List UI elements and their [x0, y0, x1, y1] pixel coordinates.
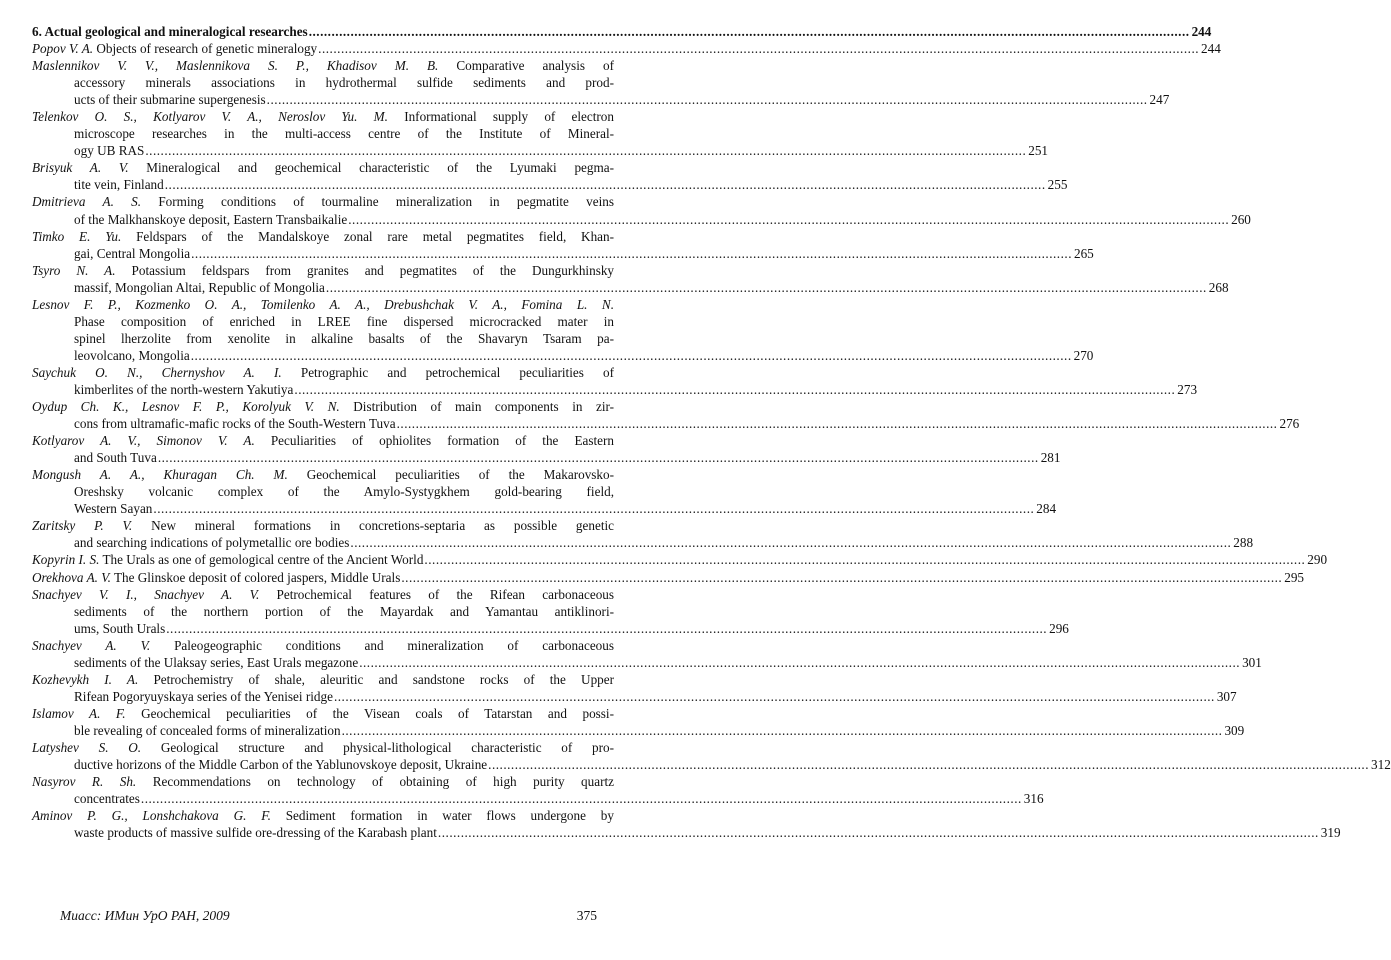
toc-entry-title-part: Comparative analysis of: [456, 58, 614, 74]
toc-entry-text: [74, 756, 487, 773]
toc-entry-line: [32, 688, 1237, 705]
toc-entry-page-number: 295: [1284, 569, 1304, 585]
toc-entry-line: [32, 176, 1068, 193]
toc-entry-authors: Telenkov O. S., Kotlyarov V. A., Neroslov Yu. M.: [32, 109, 388, 125]
toc-entry-text: [32, 296, 614, 313]
toc-entry-text: [32, 398, 614, 415]
section-title: 6. Actual geological and mineralogical researches: [32, 24, 308, 39]
toc-entry-text: [32, 432, 614, 449]
toc-entry-title-part: Oreshsky volcanic complex of the Amylo-Systygkhem gold-bearing field,: [74, 484, 614, 500]
toc-entry-authors: Kotlyarov A. V., Simonov V. A.: [32, 433, 255, 449]
toc-entry-text: [32, 40, 317, 57]
dot-leader: [191, 245, 1072, 262]
dot-leader: [191, 347, 1072, 364]
toc-entry-line: [32, 211, 1251, 228]
toc-entry-text: [32, 108, 614, 125]
toc-entry-text: [74, 330, 614, 347]
toc-entry-authors: Latyshev S. O.: [32, 739, 142, 755]
toc-entry-page-number: 244: [1201, 41, 1221, 57]
toc-entry: [32, 551, 1328, 568]
toc-entry-authors: Snachyev V. I., Snachyev A. V.: [32, 586, 260, 602]
toc-entry: [32, 159, 1068, 193]
toc-entry-authors: Kopyrin I. S.: [32, 552, 100, 568]
toc-entry-authors: Popov V. A.: [32, 41, 94, 57]
toc-entry-title-part: New mineral formations in concretions-septaria as possible genetic: [151, 518, 614, 534]
toc-entry-text: [32, 739, 614, 756]
toc-entry-page-number: 255: [1047, 177, 1068, 193]
toc-entry-line: [32, 722, 1245, 739]
toc-entry-text: [32, 551, 423, 568]
toc-entry-title-part: of the Malkhanskoye deposit, Eastern Transbaikalie: [74, 211, 348, 227]
toc-entry-line: [32, 500, 1057, 517]
toc-entry-text: [74, 534, 349, 551]
toc-entry-line: [32, 57, 614, 74]
toc-entry-page-number: 284: [1036, 501, 1057, 517]
dot-leader: [165, 176, 1046, 193]
toc-entry-authors: Timko E. Yu.: [32, 228, 122, 244]
toc-entry-line: [32, 262, 614, 279]
toc-entry-text: [74, 824, 437, 841]
toc-entry-text: [74, 483, 614, 500]
toc-entry: [32, 296, 1094, 364]
toc-entry-line: [32, 398, 614, 415]
dot-leader: [326, 279, 1207, 296]
toc-entry-text: [74, 790, 140, 807]
toc-entry-authors: Saychuk O. N., Chernyshov A. I.: [32, 364, 282, 380]
toc-entry-authors: Snachyev A. V.: [32, 637, 151, 653]
toc-entry-page-number: 273: [1177, 381, 1198, 397]
toc-entry-title-part: Petrographic and petrochemical peculiarities of: [300, 364, 614, 380]
dot-leader: [359, 654, 1240, 671]
footer-publisher: Миасс: ИМин УрО РАН, 2009: [60, 908, 230, 923]
toc-entry-page-number: 319: [1320, 825, 1341, 841]
toc-entry-title-part: Feldspars of the Mandalskoye zonal rare metal pegmatites field, Khan-: [136, 228, 615, 244]
toc-entry-authors: Kozhevykh I. A.: [32, 671, 139, 687]
toc-entry-line: [32, 415, 1300, 432]
dot-leader: [424, 551, 1305, 568]
toc-entry: [32, 807, 1341, 841]
toc-entry: [32, 432, 1061, 466]
dot-leader: [334, 688, 1215, 705]
toc-entry-authors: Oydup Ch. K., Lesnov F. P., Korolyuk V. N.: [32, 399, 340, 415]
toc-entry-page-number: 288: [1233, 535, 1254, 551]
toc-entry-page-number: 276: [1279, 416, 1300, 432]
toc-entry-line: [32, 551, 1328, 568]
toc-entry-title-part: Forming conditions of tourmaline mineralization in pegmatite veins: [158, 194, 614, 210]
toc-entry-authors: Lesnov F. P., Kozmenko O. A., Tomilenko A. A., Drebushchak V. A., Fomina L. N.: [32, 296, 614, 312]
toc-entry-title-part: sediments of the northern portion of the Mayardak and Yamantau antiklinori-: [74, 603, 614, 619]
toc-entry-authors: Aminov P. G., Lonshchakova G. F.: [32, 808, 271, 824]
toc-entry-authors: Islamov A. F.: [32, 705, 126, 721]
toc-entry-text: [74, 722, 341, 739]
table-of-contents: [32, 23, 1391, 841]
toc-entry-text: [32, 637, 614, 654]
toc-entry-text: [74, 279, 325, 296]
toc-entry-text: [32, 705, 614, 722]
toc-entry-line: [32, 364, 614, 381]
toc-entry-title-part: cons from ultramafic-mafic rocks of the South-Western Tuva: [74, 416, 396, 432]
toc-entry-title-part: massif, Mongolian Altai, Republic of Mongolia: [74, 279, 325, 295]
toc-entry-page-number: 309: [1224, 722, 1245, 738]
toc-entry-text: [74, 245, 190, 262]
toc-entry-line: [32, 773, 614, 790]
footer-page-number: 375: [576, 908, 597, 923]
toc-entry-title-part: ble revealing of concealed forms of mineralization: [74, 722, 341, 738]
toc-entry-text: [32, 517, 614, 534]
toc-entry-text: [32, 466, 614, 483]
toc-entry-authors: Maslennikov V. V., Maslennikova S. P., Khadisov M. B.: [32, 58, 439, 74]
toc-entry-page-number: 281: [1040, 450, 1061, 466]
toc-entry-title-part: concentrates: [74, 791, 140, 807]
toc-entry-authors: Tsyro N. A.: [32, 262, 116, 278]
toc-entry-text: [74, 654, 358, 671]
toc-entry-line: [32, 74, 614, 91]
toc-entry-line: [32, 330, 614, 347]
toc-entry-title-part: leovolcano, Mongolia: [74, 347, 190, 363]
toc-entry-page-number: 260: [1231, 211, 1251, 227]
toc-entry-page-number: 247: [1149, 92, 1170, 108]
toc-entry-page-number: 296: [1049, 620, 1069, 636]
toc-entry: [32, 466, 1057, 517]
toc-entry-text: [74, 449, 157, 466]
dot-leader: [158, 449, 1039, 466]
toc-entry-text: [74, 415, 396, 432]
toc-entry: [32, 671, 1237, 705]
toc-entry-page-number: 312: [1371, 757, 1391, 773]
toc-entry-title-part: and South Tuva: [74, 450, 157, 466]
toc-entry-line: [32, 279, 1229, 296]
toc-entry-line: [32, 245, 1094, 262]
toc-entry-title-part: accessory minerals associations in hydrothermal sulfide sediments and prod-: [74, 75, 614, 91]
toc-entry-text: [74, 500, 152, 517]
dot-leader: [309, 23, 1190, 40]
toc-entry-page-number: 270: [1073, 347, 1094, 363]
toc-entry-text: [32, 569, 400, 586]
toc-entry-text: [74, 347, 190, 364]
toc-entry-text: [32, 773, 614, 790]
toc-entry-title-part: sediments of the Ulaksay series, East Urals megazone: [74, 654, 359, 670]
toc-entry-line: [32, 603, 614, 620]
toc-entry-title-part: Mineralogical and geochemical characteristic of the Lyumaki pegma-: [146, 160, 614, 176]
toc-entry-text: [74, 381, 293, 398]
toc-entry-text: [74, 688, 333, 705]
toc-entry-text: [74, 620, 165, 637]
toc-entry-text: [32, 586, 614, 603]
toc-entry-title-part: Petrochemistry of shale, aleuritic and sandstone rocks of the Upper: [153, 671, 614, 687]
entry-list: [32, 40, 1391, 841]
toc-entry: [32, 228, 1094, 262]
toc-entry-title-part: Recommendations on technology of obtaining of high purity quartz: [152, 774, 615, 790]
dot-leader: [342, 722, 1223, 739]
toc-entry-text: [74, 142, 144, 159]
toc-entry-text: [74, 91, 266, 108]
toc-entry-page-number: 316: [1023, 791, 1044, 807]
toc-entry-line: [32, 586, 614, 603]
toc-entry-title-part: and searching indications of polymetallic ore bodies: [74, 535, 350, 551]
toc-entry-text: [74, 74, 614, 91]
toc-entry-line: [32, 449, 1061, 466]
toc-entry-line: [32, 296, 614, 313]
toc-entry: [32, 398, 1300, 432]
toc-entry-title-part: Sediment formation in water flows undergone by: [285, 808, 614, 824]
toc-entry-title-part: ogy UB RAS: [74, 143, 145, 159]
toc-entry-line: [32, 193, 614, 210]
toc-entry-line: [32, 40, 1221, 57]
toc-entry-title-part: spinel lherzolite from xenolite in alkaline basalts of the Shavaryn Tsaram pa-: [74, 330, 614, 346]
toc-entry-title-part: microscope researches in the multi-access centre of the Institute of Mineral-: [74, 126, 614, 142]
dot-leader: [267, 91, 1148, 108]
toc-entry-title-part: Rifean Pogoryuyskaya series of the Yenisei ridge: [74, 688, 333, 704]
dot-leader: [153, 500, 1034, 517]
toc-entry-title-part: Phase composition of enriched in LREE fine dispersed microcracked mater in: [74, 313, 614, 329]
toc-entry-title-part: ductive horizons of the Middle Carbon of the Yablunovskoye deposit, Ukraine: [74, 757, 488, 773]
toc-entry-title-part: Peculiarities of ophiolites formation of the Eastern: [270, 433, 615, 449]
toc-entry: [32, 40, 1221, 57]
toc-entry-line: [32, 739, 614, 756]
toc-entry-line: [32, 313, 614, 330]
toc-entry: [32, 705, 1245, 739]
toc-entry-authors: Zaritsky P. V.: [32, 518, 133, 534]
toc-entry-page-number: 268: [1208, 279, 1229, 295]
toc-entry-title-part: waste products of massive sulfide ore-dressing of the Karabash plant: [74, 825, 437, 841]
toc-entry-line: [32, 517, 614, 534]
toc-entry-line: [32, 381, 1198, 398]
page-footer: [60, 908, 597, 928]
toc-entry: [32, 739, 1391, 773]
toc-entry-line: [32, 824, 1341, 841]
toc-entry-line: [32, 108, 614, 125]
toc-entry-title-part: Western Sayan: [74, 501, 153, 517]
toc-entry-title-part: Geochemical peculiarities of the Makarovsko-: [306, 467, 614, 483]
toc-entry-line: [32, 671, 614, 688]
toc-entry: [32, 517, 1254, 551]
toc-entry-authors: Orekhova A. V.: [32, 569, 111, 585]
toc-entry-title-part: Informational supply of electron: [404, 109, 614, 125]
toc-entry-line: [32, 620, 1069, 637]
dot-leader: [488, 756, 1369, 773]
toc-entry-text: [74, 125, 614, 142]
toc-entry-authors: Dmitrieva A. S.: [32, 194, 142, 210]
toc-entry-line: [32, 347, 1094, 364]
toc-entry-text: [74, 211, 347, 228]
dot-leader: [141, 790, 1022, 807]
toc-entry-line: [32, 569, 1304, 586]
toc-entry-title-part: The Urals as one of gemological centre of the Ancient World: [102, 552, 424, 568]
toc-entry: [32, 637, 1262, 671]
toc-entry-line: [32, 142, 1049, 159]
toc-entry-line: [32, 756, 1391, 773]
toc-entry-line: [32, 790, 1044, 807]
toc-entry-line: [32, 637, 614, 654]
toc-entry-authors: Nasyrov R. Sh.: [32, 774, 137, 790]
toc-entry: [32, 773, 1044, 807]
toc-entry-text: [32, 193, 614, 210]
toc-entry-text: [32, 671, 614, 688]
toc-entry-text: [74, 603, 614, 620]
toc-entry-authors: Mongush A. A., Khuragan Ch. M.: [32, 467, 288, 483]
dot-leader: [294, 381, 1175, 398]
dot-leader: [318, 40, 1199, 57]
toc-entry-authors: Brisyuk A. V.: [32, 160, 129, 176]
toc-entry-title-part: Objects of research of genetic mineralogy: [96, 41, 318, 57]
toc-entry-text: [32, 57, 614, 74]
toc-entry-page-number: 251: [1028, 143, 1049, 159]
dot-leader: [348, 211, 1229, 228]
toc-entry-line: [32, 807, 614, 824]
toc-entry-title-part: Geochemical peculiarities of the Visean coals of Tatarstan and possi-: [141, 705, 614, 721]
toc-entry-line: [32, 228, 614, 245]
dot-leader: [401, 569, 1282, 586]
toc-entry-text: [32, 228, 614, 245]
toc-entry-line: [32, 705, 614, 722]
toc-entry-page-number: 290: [1307, 552, 1328, 568]
toc-entry-line: [32, 654, 1262, 671]
toc-entry: [32, 108, 1049, 159]
toc-entry-title-part: The Glinskoe deposit of colored jaspers, Middle Urals: [113, 569, 401, 585]
toc-entry-text: [32, 159, 614, 176]
toc-entry-line: [32, 534, 1254, 551]
toc-entry-line: [32, 125, 614, 142]
dot-leader: [397, 415, 1278, 432]
toc-entry-line: [32, 483, 614, 500]
toc-entry-line: [32, 159, 614, 176]
toc-entry: [32, 193, 1251, 227]
toc-entry-text: [32, 262, 614, 279]
toc-entry-title-part: tite vein, Finland: [74, 177, 164, 193]
toc-entry: [32, 569, 1304, 586]
toc-entry: [32, 262, 1229, 296]
toc-entry-page-number: 307: [1216, 688, 1237, 704]
toc-entry-title-part: Paleogeographic conditions and mineralization of carbonaceous: [174, 637, 614, 653]
toc-entry-text: [74, 313, 614, 330]
toc-entry: [32, 586, 1069, 637]
toc-entry-page-number: 265: [1073, 245, 1094, 261]
toc-entry-line: [32, 432, 614, 449]
toc-entry-text: [74, 176, 164, 193]
toc-entry: [32, 364, 1198, 398]
dot-leader: [166, 620, 1047, 637]
toc-entry-line: [32, 466, 614, 483]
toc-entry-text: [32, 364, 614, 381]
toc-entry-title-part: ums, South Urals: [74, 620, 166, 636]
toc-entry-title-part: ucts of their submarine supergenesis: [74, 92, 266, 108]
toc-entry-title-part: Petrochemical features of the Rifean carbonaceous: [276, 586, 615, 602]
toc-entry-title-part: Distribution of main components in zir-: [353, 399, 615, 415]
toc-entry-text: [32, 807, 614, 824]
dot-leader: [438, 824, 1319, 841]
section-heading: [32, 23, 1212, 40]
toc-entry-title-part: kimberlites of the north-western Yakutiya: [74, 381, 294, 397]
toc-entry-page-number: 301: [1242, 654, 1262, 670]
section-page-number: 244: [1191, 24, 1212, 39]
dot-leader: [145, 142, 1026, 159]
toc-entry-title-part: gai, Central Mongolia: [74, 245, 191, 261]
toc-entry: [32, 57, 1170, 108]
toc-entry-line: [32, 91, 1170, 108]
toc-entry-title-part: Geological structure and physical-lithological characteristic of pro-: [160, 739, 615, 755]
dot-leader: [350, 534, 1231, 551]
toc-entry-title-part: Potassium feldspars from granites and pegmatites of the Dungurkhinsky: [131, 262, 615, 278]
